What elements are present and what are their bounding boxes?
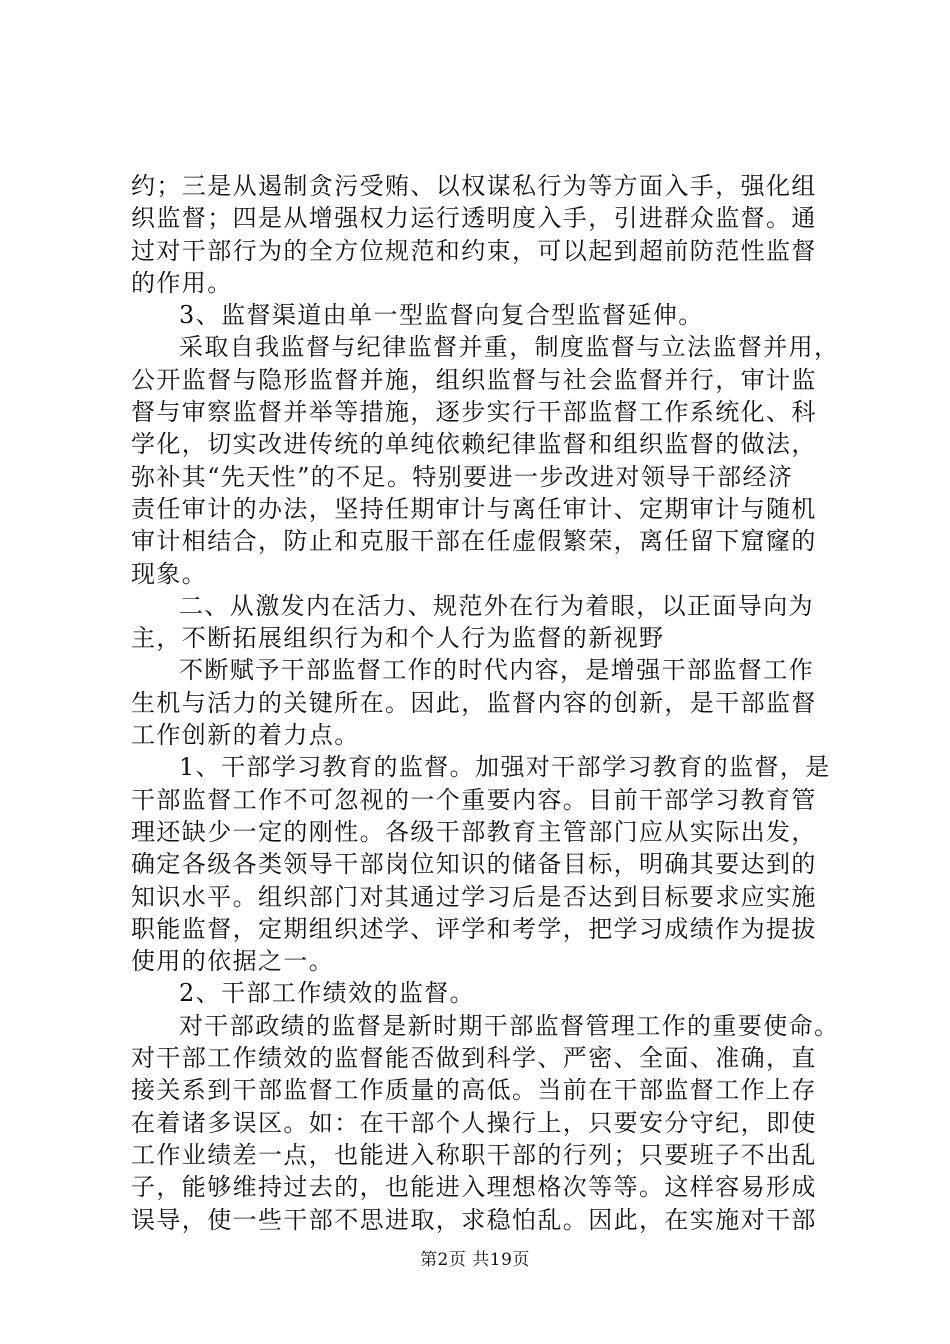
text-line: 2、干部工作绩效的监督。 <box>179 979 476 1008</box>
document-body <box>131 170 840 1236</box>
text-line: 过对干部行为的全方位规范和约束，可以起到超前防范性监督 <box>131 236 817 265</box>
text-line: 在着诸多误区。如：在干部个人操行上，只要安分守纪，即使 <box>131 1108 817 1137</box>
text-line: 对干部政绩的监督是新时期干部监督管理工作的重要使命。 <box>179 1011 840 1040</box>
text-line: 1、干部学习教育的监督。加强对干部学习教育的监督，是 <box>179 753 831 782</box>
text-line: 3、监督渠道由单一型监督向复合型监督延伸。 <box>179 301 704 330</box>
text-line: 确定各级各类领导干部岗位知识的储备目标，明确其要达到的 <box>131 850 817 879</box>
text-line: 约；三是从遏制贪污受贿、以权谋私行为等方面入手，强化组 <box>131 172 817 200</box>
text-line: 知识水平。组织部门对其通过学习后是否达到目标要求应实施 <box>131 882 817 911</box>
text-line: 弥补其“先天性”的不足。特别要进一步改进对领导干部经济 <box>131 462 794 491</box>
text-line: 二、从激发内在活力、规范外在行为着眼，以正面导向为 <box>179 591 814 620</box>
text-line: 织监督；四是从增强权力运行透明度入手，引进群众监督。通 <box>131 204 817 233</box>
text-line: 职能监督，定期组织述学、评学和考学，把学习成绩作为提拔 <box>131 914 817 943</box>
text-line: 责任审计的办法，坚持任期审计与离任审计、定期审计与随机 <box>131 494 817 523</box>
page-footer: 第2页 共19页 <box>420 1250 530 1270</box>
text-line: 使用的依据之一。 <box>131 947 335 976</box>
text-line: 审计相结合，防止和克服干部在任虚假繁荣，离任留下窟窿的 <box>131 527 817 556</box>
text-line: 公开监督与隐形监督并施，组织监督与社会监督并行，审计监 <box>131 365 817 394</box>
text-line: 误导，使一些干部不思进取，求稳怕乱。因此，在实施对干部 <box>131 1205 817 1234</box>
text-line: 生机与活力的关键所在。因此，监督内容的创新，是干部监督 <box>131 688 817 717</box>
text-line: 学化，切实改进传统的单纯依赖纪律监督和组织监督的做法， <box>131 430 817 459</box>
text-line: 采取自我监督与纪律监督并重，制度监督与立法监督并用， <box>179 333 840 362</box>
text-line: 不断赋予干部监督工作的时代内容，是增强干部监督工作 <box>179 656 814 685</box>
text-line: 现象。 <box>131 559 208 588</box>
text-line: 理还缺少一定的刚性。各级干部教育主管部门应从实际出发， <box>131 817 817 846</box>
text-line: 督与审察监督并举等措施，逐步实行干部监督工作系统化、科 <box>131 398 817 427</box>
text-line: 主，不断拓展组织行为和个人行为监督的新视野 <box>131 624 665 653</box>
text-line: 接关系到干部监督工作质量的高低。当前在干部监督工作上存 <box>131 1076 817 1105</box>
text-line: 子，能够维持过去的，也能进入理想格次等等。这样容易形成 <box>131 1173 817 1202</box>
text-line: 的作用。 <box>131 268 233 297</box>
text-line: 干部监督工作不可忽视的一个重要内容。目前干部学习教育管 <box>131 785 817 814</box>
text-line: 工作创新的着力点。 <box>131 721 360 750</box>
text-line: 对干部工作绩效的监督能否做到科学、严密、全面、准确，直 <box>131 1044 817 1073</box>
text-line: 工作业绩差一点，也能进入称职干部的行列；只要班子不出乱 <box>131 1140 817 1169</box>
